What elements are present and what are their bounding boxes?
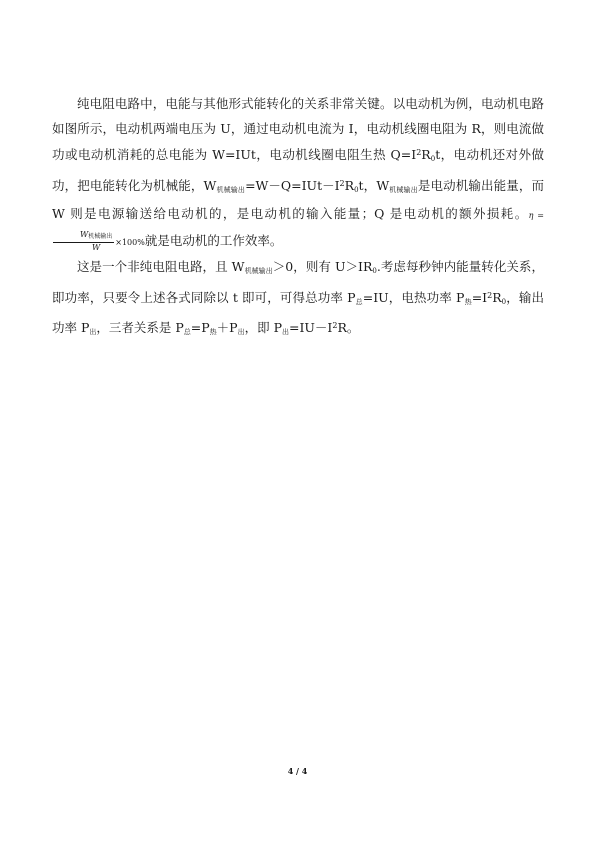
text-run: ，三者关系是 P — [96, 320, 184, 335]
subscript: 总 — [183, 328, 191, 336]
numerator-symbol: W — [80, 229, 89, 239]
paragraph-motor-energy — [52, 92, 544, 255]
fraction-denominator: W — [92, 242, 101, 252]
subscript: 出 — [89, 328, 97, 336]
text-run: =I — [471, 289, 488, 305]
subscript: 出 — [281, 328, 289, 336]
text-run: =IU，电热功率 P — [362, 289, 465, 305]
text-run: ＋P — [216, 320, 238, 335]
text-run: R。 — [337, 320, 360, 335]
efficiency-symbol: η = — [528, 211, 544, 220]
text-run: ，输出功率 P — [52, 289, 544, 335]
fraction-numerator — [53, 230, 114, 243]
text-run: t，W — [358, 177, 390, 193]
subscript: 机械输出 — [244, 267, 273, 275]
subscript: 机械输出 — [389, 185, 418, 194]
text-run: 是电动机输出能量，而 W 则是电源输送给电动机的，是电动机的输入能量；Q 是电动机的额外损耗。 — [52, 177, 544, 221]
efficiency-fraction — [53, 230, 114, 253]
subscript: 热 — [464, 297, 472, 306]
text-run: R — [492, 289, 502, 305]
body-text — [52, 92, 544, 345]
text-run: =W－Q=IUt－I — [245, 177, 340, 193]
text-run: 就是电动机的工作效率。 — [144, 232, 283, 248]
subscript: 总 — [355, 297, 363, 306]
subscript: 出 — [237, 328, 245, 336]
paragraph-power-relation — [52, 255, 544, 345]
text-run: t，电动机还对外做功，把电能转化为机械能，W — [52, 147, 544, 193]
subscript: 热 — [209, 328, 217, 336]
subscript: 0 — [354, 185, 359, 194]
subscript: 机械输出 — [88, 232, 113, 240]
subscript: 0 — [372, 267, 377, 275]
page-number: 4 / 4 — [287, 766, 308, 776]
text-run: =P — [190, 320, 210, 335]
text-run: ，即 P — [244, 320, 282, 335]
text-run: ＞0，则有 U＞IR — [272, 259, 373, 274]
text-run: 这是一个非纯电阻电路，且 W — [77, 259, 245, 274]
subscript: 0 — [501, 297, 507, 306]
text-run: .考虑每秒钟内能量转化关系，即功率，只要令上述各式同除以 t 即可，可得总功率 P — [52, 259, 544, 305]
superscript: 2 — [332, 321, 338, 330]
text-run: =IU－I — [288, 320, 333, 335]
subscript: 机械输出 — [216, 185, 246, 194]
superscript: 2 — [339, 178, 345, 188]
superscript: 2 — [416, 148, 422, 157]
percent-factor: ×100% — [115, 237, 145, 247]
text-run: 纯电阻电路中，电能与其他形式能转化的关系非常关键。以电动机为例，电动机电路如图所示，电动机两端电压为 U，通过电动机电流为 I，电动机线圈电阻为 R，则电流做功或电动机消耗的总电能为 W=IUt，电动机线圈电阻生热 Q=I — [52, 96, 544, 162]
text-run: R — [344, 177, 355, 193]
superscript: 2 — [487, 290, 493, 300]
text-run: R — [421, 147, 431, 162]
subscript: 0 — [430, 155, 436, 163]
